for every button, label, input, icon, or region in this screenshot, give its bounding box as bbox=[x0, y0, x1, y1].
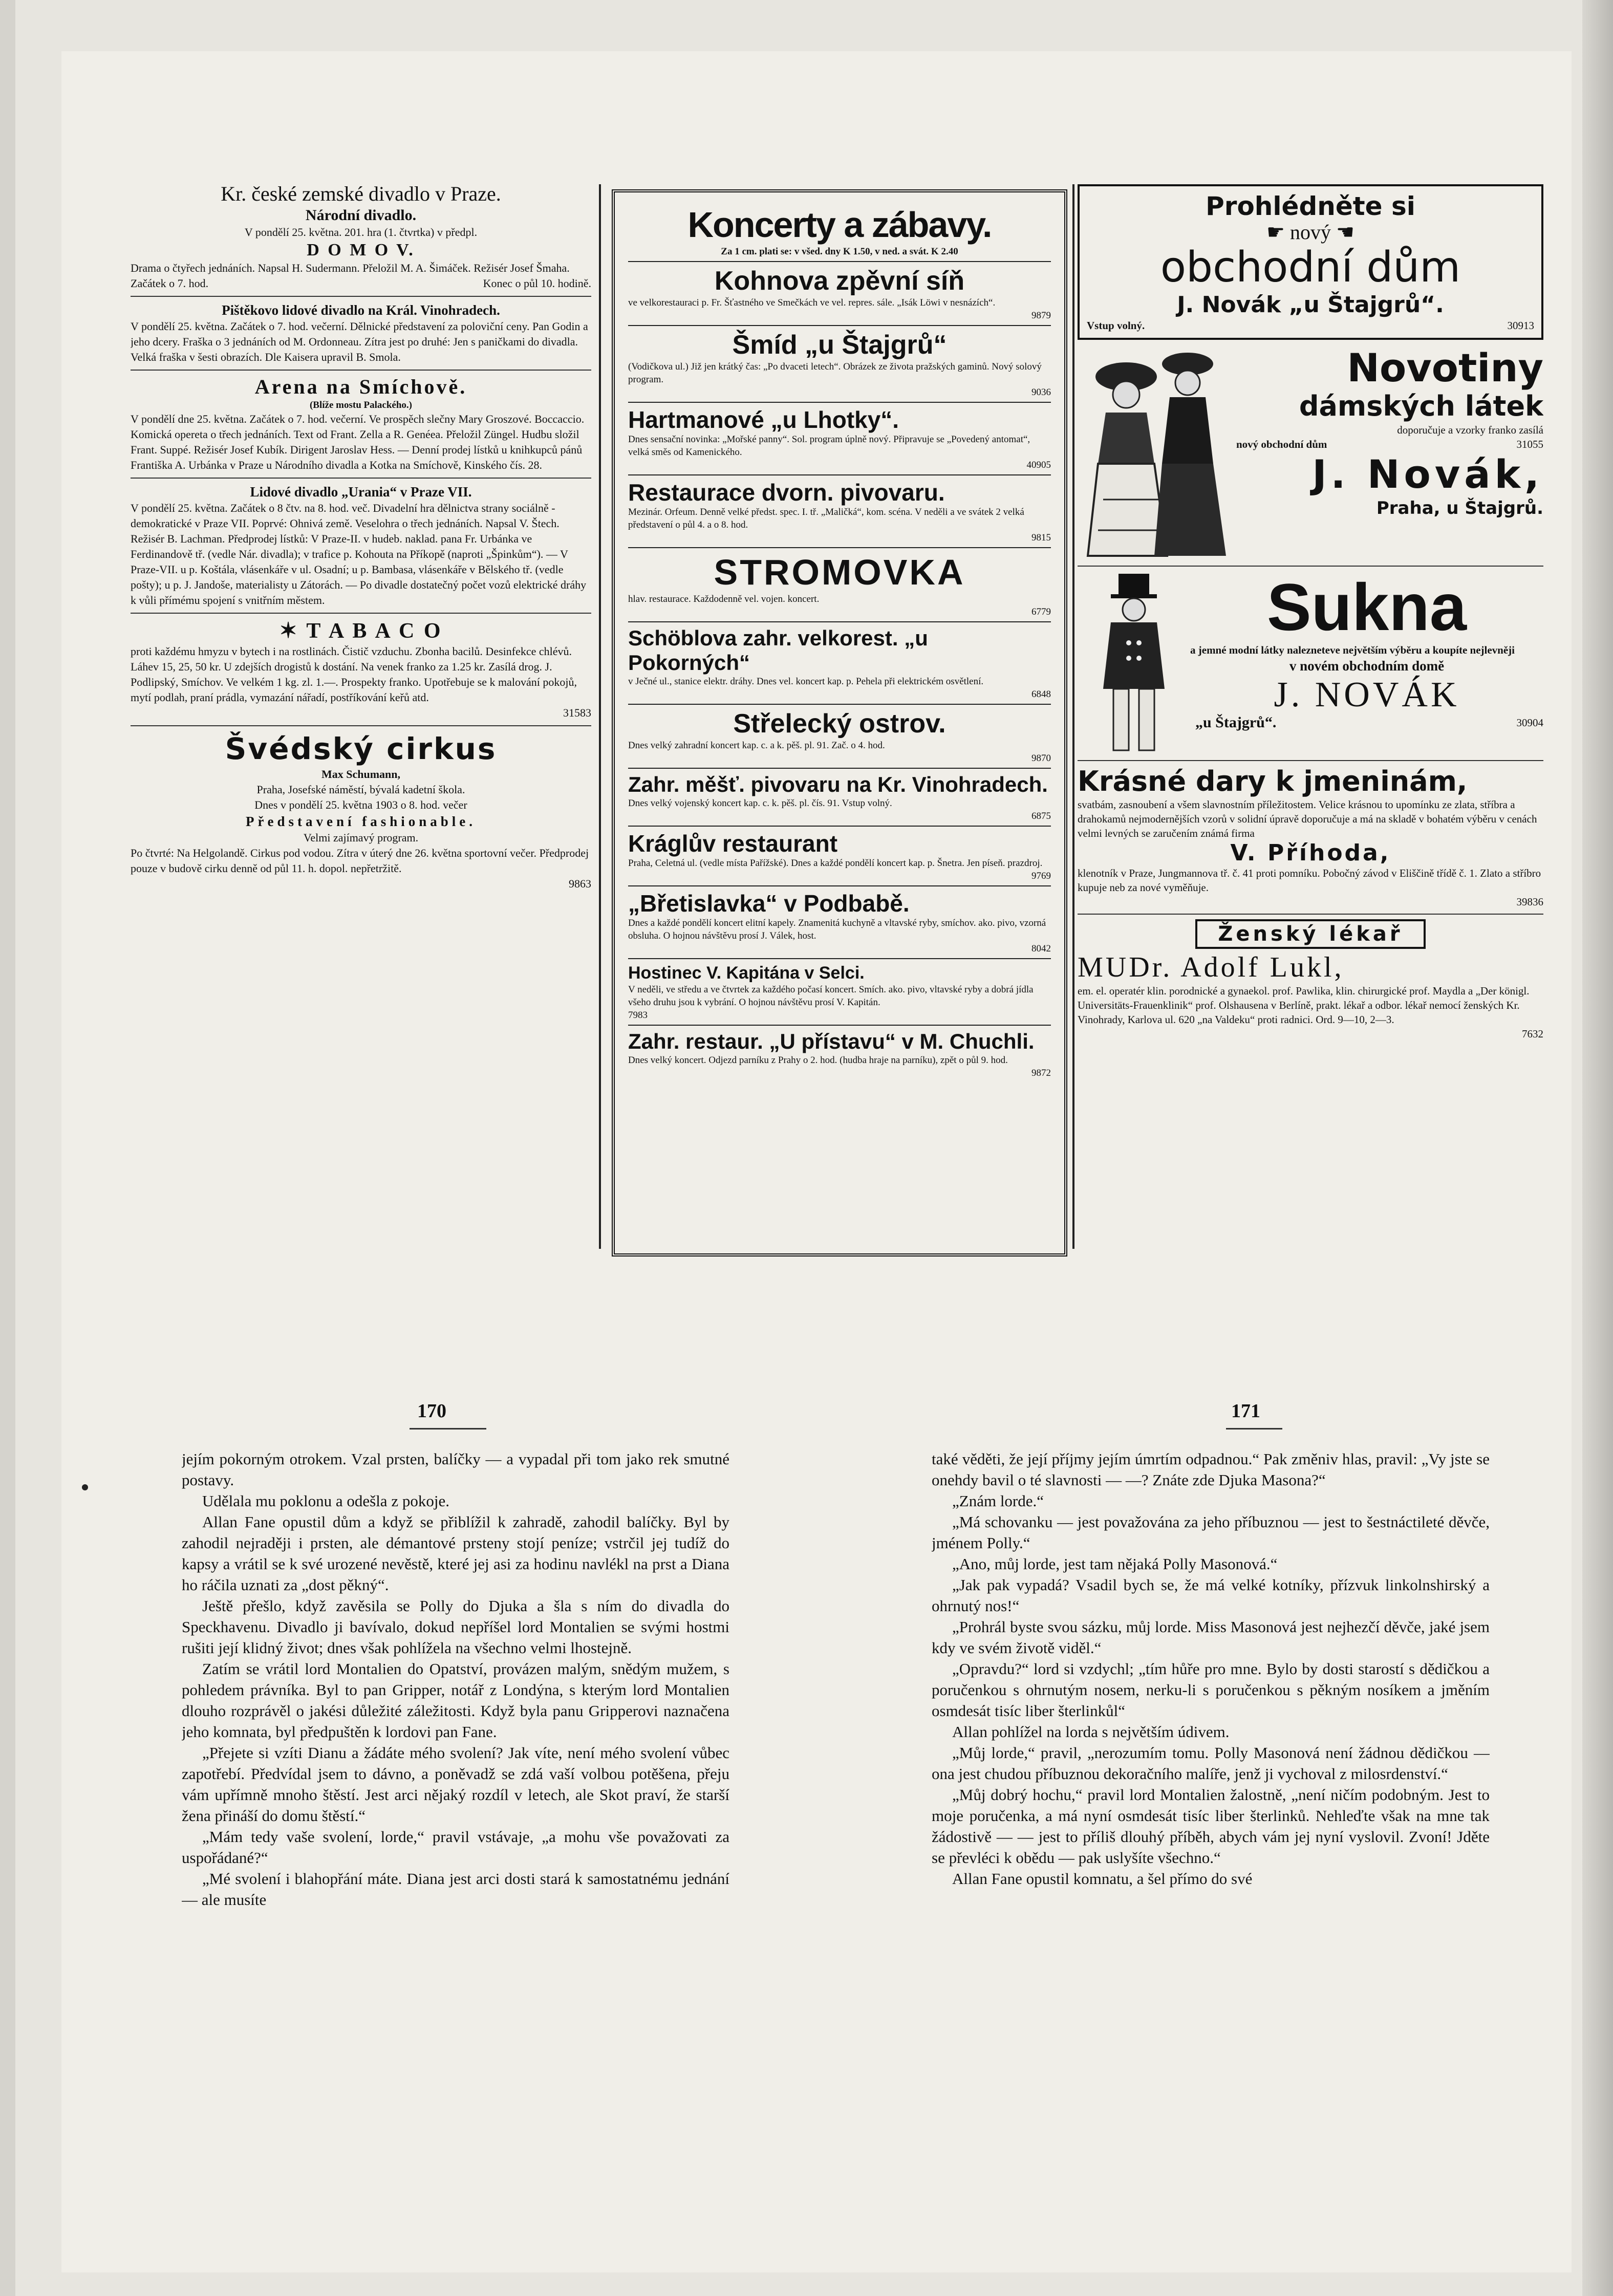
page-number-right: 171 bbox=[1231, 1400, 1260, 1422]
concert-ad-code: 9872 bbox=[1031, 1068, 1051, 1078]
concert-ad-body: hlav. restaurace. Každodenně vel. vojen. koncert. bbox=[628, 594, 820, 604]
tabaco-title-text: T A B A C O bbox=[306, 619, 443, 643]
novelty-ad bbox=[1078, 346, 1543, 561]
pistek-body: V pondělí 25. května. Začátek o 7. hod. večerní. Dělnické představení za poloviční ceny. Pan Godin a jeho dcery. Fraška o 3 jednáních od M. Ordonneau. Zítra jest po druhé: Jen s paničkami do divadla. Velká fraška v šesti obrazích. Dle Kaisera upravil B. Smola. bbox=[131, 320, 588, 363]
concert-ad-body: Mezinár. Orfeum. Denně velké předst. spec. I. tř. „Maličká“, kom. scéna. V neděli a ve svátek 2 velká představení o půl 4. a o 8. hod. bbox=[628, 507, 1024, 530]
concert-ad-title: Hartmanové „u Lhotky“. bbox=[628, 406, 899, 433]
page-number-left: 170 bbox=[417, 1400, 446, 1422]
concert-ad-title: Restaurace dvorn. pivovaru. bbox=[628, 479, 945, 506]
arena-title: Arena na Smíchově. bbox=[254, 375, 467, 398]
circus-code: 9863 bbox=[569, 877, 591, 890]
doctor-box-wrap bbox=[1078, 919, 1543, 949]
play-title: D O M O V. bbox=[307, 241, 415, 259]
gentleman-image bbox=[1078, 571, 1190, 755]
two-ladies-image bbox=[1078, 346, 1231, 561]
novelty-code: 31055 bbox=[1516, 438, 1543, 450]
concert-ad-code: 6848 bbox=[1031, 689, 1051, 700]
story-paragraph: Udělala mu poklonu a odešla z pokoje. bbox=[202, 1492, 449, 1510]
look-entry: Vstup volný. bbox=[1087, 319, 1145, 332]
story-paragraph: Ještě přešlo, když zavěsila se Polly do Djuka a šla s ním do divadla do Speckhavenu. Divadlo ji bavívalo, dokud nepříšel lord Montalien se svými hostmi rušiti její klidný život; dnes však pohlížela na všechno velmi lhostejně. bbox=[182, 1597, 729, 1657]
play-times bbox=[131, 276, 591, 291]
story-paragraph: „Můj lorde,“ pravil, „nerozumím tomu. Polly Masonová není žádnou dědičkou — ona jest chudou příbuznou dekoračního malíře, jenž ji vychoval z milosrdenství.“ bbox=[932, 1744, 1490, 1783]
divider bbox=[131, 725, 591, 726]
concert-ad-title: Střelecký ostrov. bbox=[733, 709, 946, 739]
concert-ad bbox=[628, 262, 1051, 326]
divider bbox=[131, 370, 591, 371]
concert-ad-body: v Ječné ul., stanice elektr. dráhy. Dnes vel. koncert kap. p. Pehela při elektrickém osvětlení. bbox=[628, 676, 984, 687]
story-paragraph: jejím pokorným otrokem. Vzal prsten, balíčky — a vypadal při tom jako rek smutné postavy. bbox=[182, 1450, 729, 1489]
concerts-column bbox=[612, 189, 1067, 1257]
pointing-hand-icon: ☛ bbox=[1266, 221, 1290, 244]
concert-ad bbox=[628, 326, 1051, 403]
concert-ad-body: ve velkorestauraci p. Fr. Šťastného ve Smečkách ve vel. repres. sále. „Isák Löwi v nesnázích“. bbox=[628, 297, 996, 308]
jeweller-ad bbox=[1078, 766, 1543, 909]
circus-date: Dnes v pondělí 25. května 1903 o 8. hod. večer bbox=[254, 798, 467, 811]
concert-ad-body: Dnes sensační novinka: „Mořské panny“. Sol. program úplně nový. Připravuje se „Povedený antomat“, velká směs od Kamenického. bbox=[628, 434, 1030, 458]
story-paragraph: „Opravdu?“ lord si vzdychl; „tím hůře pro mne. Bylo by dosti starostí s dědičkou a poručenkou s ohrnutým nosem, nerku-li s poručenkou s pěkným nosíkem a jměním osmdesát tisíc liber šterlinkůl“ bbox=[932, 1660, 1490, 1720]
concert-ad bbox=[628, 959, 1051, 1026]
novelty-body: doporučuje a vzorky franko zasílá bbox=[1397, 424, 1543, 436]
look-new-text: nový bbox=[1290, 221, 1331, 244]
story-paragraph: „Prohrál byste svou sázku, můj lorde. Miss Masonová jest nejhezčí děvče, jaké jsem kdy ve svém životě viděl.“ bbox=[932, 1618, 1490, 1657]
novelty-place: Praha, u Štajgrů. bbox=[1376, 498, 1543, 518]
doctor-ad bbox=[1078, 919, 1543, 1041]
concert-ad-code: 9815 bbox=[1031, 532, 1051, 543]
theatre-date: V pondělí 25. května. 201. hra (1. čtvrtka) v předpl. bbox=[244, 226, 478, 239]
cloth-place: „u Štajgrů“. bbox=[1195, 714, 1277, 731]
novelty-sub: dámských látek bbox=[1299, 390, 1543, 422]
story-paragraph: Allan Fane opustil komnatu, a šel přímo do své bbox=[952, 1870, 1253, 1888]
story-paragraph: Allan Fane opustil dům a když se přiblížil k zahradě, zahodil balíčky. Byl by zahodil nejraději i prsten, ale démantové prsteny stojí peníze; vstrčil jej tudíž do kapsy a vrátil se k své urozené nevěstě, které jej asi za hodinu navlékl na prst a Diana ho ráčila uznati za „dost pěkný“. bbox=[182, 1513, 729, 1594]
concert-ad-code: 9870 bbox=[1031, 753, 1051, 764]
concert-ad-code: 6779 bbox=[1031, 607, 1051, 617]
cloth-title: Sukna bbox=[1266, 571, 1467, 644]
story-paragraph: „Přejete si vzíti Dianu a žádáte mého svolení? Jak víte, není mého svolení vůbec zapotřebí. Předvídal jsem to dávno, a poněvadž se zdá vaší volbou potěšena, přeju vám upřímně mnoho štěstí. Jest arci nějaký rozdíl v letech, ale Skot praví, že starší žena přináší do domu štěstí.“ bbox=[182, 1744, 729, 1825]
doctor-name: MUDr. Adolf Lukl, bbox=[1078, 951, 1344, 983]
cloth-code: 30904 bbox=[1516, 717, 1543, 729]
look-new bbox=[1087, 221, 1534, 244]
novelty-name: J. Novák, bbox=[1312, 451, 1543, 497]
concert-ad bbox=[628, 886, 1051, 959]
concert-ad-title: Schöblova zahr. velkorest. „u Pokorných“ bbox=[628, 626, 928, 675]
look-owner: J. Novák „u Štajgrů“. bbox=[1177, 292, 1444, 318]
story-paragraph: Zatím se vrátil lord Montalien do Opatství, provázen malým, snědým mužem, s pohledem právníka. Byl to pan Gripper, notář z Londýna, s kterým lord Montalien dlouho rozprávěl o jakési důležité záležitosti. Když byla panu Gripperovi naznačena jeho komnata, byl předpuštěn k lordovi pan Fane. bbox=[182, 1660, 729, 1741]
pistek-title: Pištěkovo lidové divadlo na Král. Vinohradech. bbox=[222, 302, 500, 318]
story-paragraph: „Ano, můj lorde, jest tam nějaká Polly Masonová.“ bbox=[952, 1555, 1278, 1573]
cloth-footer bbox=[1195, 716, 1543, 730]
concert-ad-body: V neděli, ve středu a ve čtvrtek za každého počasí koncert. Smích. ako. pivo, vltavské ryby a dobrá jídla všeho druhu jsou k vybrání. O hojnou návštěvu prosí V. Kapitán. bbox=[628, 984, 1034, 1008]
divider bbox=[1078, 760, 1543, 761]
cloth-house: v novém obchodním domě bbox=[1289, 658, 1445, 674]
concerts-title: Koncerty a zábavy. bbox=[687, 205, 992, 245]
concerts-note: Za 1 cm. plati se: v všed. dny K 1.50, v ned. a svát. K 2.40 bbox=[721, 246, 958, 257]
look-title: Prohlédněte si bbox=[1206, 191, 1415, 221]
concert-ad-body: Dnes velký vojenský koncert kap. c. k. pěš. pl. čís. 91. Vstup volný. bbox=[628, 798, 892, 809]
arena-body: V pondělí dne 25. května. Začátek o 7. hod. večerní. Ve prospěch slečny Mary Groszové. Boccaccio. Komická opereta o třech jednáních. Text od Frant. Zella a R. Genéea. Přeložil Züngel. Hudbu složil Frant. Suppé. Režisér Josef Kubík. Dirigent Jaroslav Hess. — Denní prodej lístků u knihkupců pánů Františka A. Urbánka v Praze u Národního divadla a Kotka na Smíchově, Kinského čís. 28. bbox=[131, 413, 585, 471]
look-code: 30913 bbox=[1507, 319, 1534, 332]
story-paragraph: „Má schovanku — jest považována za jeho příbuznou — jest to šestnáctileté děvče, jménem Polly.“ bbox=[932, 1513, 1490, 1552]
tabaco-title bbox=[131, 618, 591, 644]
circus-program: Velmi zajímavý program. bbox=[303, 831, 419, 844]
look-house: obchodní dům bbox=[1160, 243, 1461, 292]
concert-ad-code: 9036 bbox=[1031, 387, 1051, 398]
divider bbox=[1078, 914, 1543, 915]
column-rule bbox=[1072, 184, 1074, 1249]
divider bbox=[131, 296, 591, 297]
story-paragraph: „Jak pak vypadá? Vsadil bych se, že má velké kotníky, přízvuk linkolnshirský a ohrnutý nos!“ bbox=[932, 1576, 1490, 1615]
circus-owner: Max Schumann, bbox=[321, 768, 401, 781]
story-paragraph: Allan pohlížel na lorda s největším údivem. bbox=[952, 1723, 1230, 1741]
doctor-code: 7632 bbox=[1522, 1028, 1543, 1040]
page-number-rule bbox=[1226, 1428, 1282, 1429]
cloth-ad bbox=[1078, 571, 1543, 755]
jeweller-name: V. Příhoda, bbox=[1230, 840, 1391, 866]
concert-ad-body: Dnes velký koncert. Odjezd parníku z Prahy o 2. hod. (hudba hraje na parníku), zpět o půl 9. hod. bbox=[628, 1055, 1008, 1066]
story-left-column bbox=[182, 1448, 729, 2216]
look-ad bbox=[1078, 184, 1543, 340]
play-end: Konec o půl 10. hodině. bbox=[483, 277, 591, 290]
tabaco-body: proti každému hmyzu v bytech i na rostlinách. Čistič vzduchu. Zbonha bacilů. Desinfekce chlévů. Láhev 15, 25, 50 kr. U zdejších drogistů k dostání. Na venek franko za 1.25 kr. Zasílá drog. J. Podlipský, Smíchov. Ve velkém 1 kg. zl. 1.—. Prospekty franko. Upotřebuje se k malování pokojů, mytí podlah, praní prádla, vymazání nářadí, postříkování keřů atd. bbox=[131, 645, 577, 704]
novelty-house: nový obchodní dům bbox=[1236, 438, 1327, 450]
story-paragraph: „Můj dobrý hochu,“ pravil lord Montalien žalostně, „není ničím podobným. Jest to moje poručenka, a má nyní osmdesát tisíc liber šterlinků. Nehleďte však na mne tak žádostivě — — jest to příliš dlouhý příběh, abych vám jej nyní vyslovil. Zvoní! Jděte se převléci k obědu — pak uslyšíte všechno.“ bbox=[932, 1786, 1490, 1867]
insect-icon: ✶ bbox=[279, 619, 307, 643]
concert-ad bbox=[628, 548, 1051, 622]
scan-edge-right bbox=[1582, 0, 1613, 2296]
concert-ad-title: Zahr. měšť. pivovaru na Kr. Vinohradech. bbox=[628, 772, 1048, 796]
jeweller-body2: klenotník v Praze, Jungmannova tř. č. 41 proti pomníku. Pobočný závod v Eliščině třídě č. 1. Zlato a stříbro kupuje neb za nové vyměňuje. bbox=[1078, 867, 1541, 894]
theatre-subtitle: Národní divadlo. bbox=[305, 207, 417, 224]
urania-body: V pondělí 25. května. Začátek o 8 čtv. na 8. hod. več. Divadelní hra dělnictva strany sociálně - demokratické v Praze VII. Poprvé: Ohnivá země. Veselohra o třech jednáních. Napsal V. Štech. Režisér B. Lachman. Předprodej lístků: V Praze-II. v hudeb. naklad. pana Fr. Urbánka ve Ferdinandově tř. (vedle Nár. divadla); v trafice p. Kohouta na Příkopě (naproti „Špinkům“). — V Praze-VII. u p. Koštála, vlásenkáře v ul. Osadní; u p. Bambasa, vlásenkáře v Bělského tř. (vedle pošty); u p. J. Jandoše, materialisty u Zátorách. — Po divadle dostatečný počet vozů elektrické dráhy k vůli přímému spojení s vnitřním městem. bbox=[131, 502, 587, 607]
concert-ad-code: 40905 bbox=[1026, 460, 1051, 470]
arena-sub: (Blíže mostu Palackého.) bbox=[309, 400, 412, 410]
cloth-body: a jemné modní látky nalezneteve největším výběru a koupíte nejlevněji bbox=[1190, 644, 1515, 656]
concert-ad bbox=[628, 705, 1051, 769]
page-number-rule bbox=[410, 1428, 486, 1429]
novelty-title: Novotiny bbox=[1347, 346, 1543, 391]
concert-ad-body: Praha, Celetná ul. (vedle místa Pařížské). Dnes a každé pondělí koncert kap. p. Šnetra. Jen píseň. prazdroj. bbox=[628, 858, 1043, 869]
circus-body: Po čtvrté: Na Helgolandě. Cirkus pod vodou. Zítra v úterý dne 26. května sportovní večer. Předprodej pouze v budově cirku denně od půl 11. h. dopol. nepřetržitě. bbox=[131, 847, 589, 875]
circus-show: Představení fashionable. bbox=[245, 814, 476, 829]
concert-ad bbox=[628, 1026, 1051, 1082]
divider bbox=[131, 613, 591, 614]
story-right-column bbox=[932, 1448, 1490, 2216]
concert-ad bbox=[628, 622, 1051, 705]
concert-ad-code: 7983 bbox=[628, 1010, 648, 1021]
jeweller-title: Krásné dary k jmeninám, bbox=[1078, 765, 1468, 797]
jeweller-body: svatbám, zasnoubení a všem slavnostním příležitostem. Velice krásnou to upomínku ze zlata, stříbra a drahokamů nejmodernějších vzorů v solidní úpravě doporučuje a má na skladě v bohatém výběru v cenách velmi levných se zaručením známá firma bbox=[1078, 798, 1537, 839]
concert-ad-title: Šmíd „u Štajgrů“ bbox=[732, 330, 947, 360]
concert-ad-title: „Břetislavka“ v Podbabě. bbox=[628, 890, 910, 917]
concert-ad bbox=[628, 827, 1051, 886]
concert-ad-code: 9879 bbox=[1031, 310, 1051, 321]
concert-ad bbox=[628, 475, 1051, 548]
theatre-column bbox=[131, 182, 591, 1257]
concerts-header bbox=[628, 201, 1051, 262]
cloth-name: J. NOVÁK bbox=[1274, 675, 1460, 714]
divider bbox=[1078, 566, 1543, 567]
doctor-body: em. el. operatér klin. porodnické a gynaekol. prof. Pawlika, klin. chirurgické prof. Maydla a „Der königl. Universitäts-Frauenklinik“ prof. Olshausena v Berlíně, prakt. lékař a odbor. lékař nemocí ženských Kr. Vinohrady, Karlova ul. 620 „na Valdeku“ proti radnici. Ord. 9—10, 2—3. bbox=[1078, 985, 1530, 1026]
novak-column bbox=[1078, 184, 1543, 1257]
story-paragraph: „Znám lorde.“ bbox=[952, 1492, 1044, 1510]
jeweller-code: 39836 bbox=[1516, 896, 1543, 908]
tabaco-code: 31583 bbox=[563, 706, 591, 719]
urania-title: Lidové divadlo „Urania“ v Praze VII. bbox=[250, 484, 472, 500]
circus-place: Praha, Josefské náměstí, bývalá kadetní škola. bbox=[256, 783, 465, 796]
concert-ad-title: Zahr. restaur. „U přístavu“ v M. Chuchli. bbox=[628, 1029, 1035, 1053]
scan-edge-left bbox=[0, 0, 15, 2296]
play-start: Začátek o 7. hod. bbox=[131, 277, 209, 290]
concert-ad-body: (Vodičkova ul.) Již jen krátký čas: „Po dvaceti letech“. Obrázek ze života pražských gaminů. Nový solový program. bbox=[628, 361, 1042, 385]
concert-ad-code: 6875 bbox=[1031, 811, 1051, 821]
divider bbox=[131, 478, 591, 479]
theatre-title: Kr. české zemské divadlo v Praze. bbox=[221, 182, 501, 205]
pointing-hand-icon: ☚ bbox=[1331, 221, 1354, 244]
concert-ad-title: STROMOVKA bbox=[714, 552, 965, 592]
play-desc: Drama o čtyřech jednáních. Napsal H. Sudermann. Přeložil M. A. Šimáček. Režisér Josef Šmaha. bbox=[131, 262, 570, 274]
novelty-house-line bbox=[1236, 437, 1543, 451]
concert-ad bbox=[628, 403, 1051, 475]
look-footer bbox=[1087, 318, 1534, 333]
concert-ad-code: 8042 bbox=[1031, 943, 1051, 954]
story-paragraph: „Mám tedy vaše svolení, lorde,“ pravil vstávaje, „a mohu vše považovati za uspořádané?“ bbox=[182, 1828, 729, 1867]
circus-title: Švédský cirkus bbox=[225, 731, 497, 766]
gentleman-illustration bbox=[1078, 571, 1190, 755]
ladies-illustration bbox=[1078, 346, 1231, 561]
column-rule bbox=[599, 184, 601, 1249]
concert-ad-body: Dnes velký zahradní koncert kap. c. a k. pěš. pl. 91. Zač. o 4. hod. bbox=[628, 740, 885, 751]
story-paragraph: také věděti, že její příjmy jejím úmrtím odpadnou.“ Pak změniv hlas, pravil: „Vy jste se onehdy bavil o té slavnosti — —? Znáte zde Djuka Masona?“ bbox=[932, 1450, 1490, 1489]
margin-dot bbox=[82, 1484, 88, 1490]
concert-ad-body: Dnes a každé pondělí koncert elitní kapely. Znamenitá kuchyně a vltavské ryby, smíchov. ako. pivo, vzorná obsluha. O hojnou návštěvu prosí J. Válek, host. bbox=[628, 918, 1046, 941]
concert-ad-title: Kohnova zpěvní síň bbox=[714, 266, 965, 296]
doctor-box: Ženský lékař bbox=[1195, 919, 1425, 949]
concert-ad-code: 9769 bbox=[1031, 871, 1051, 881]
concert-ad-title: Kráglův restaurant bbox=[628, 830, 838, 857]
story-paragraph: „Mé svolení i blahopřání máte. Diana jest arci dosti stará k samostatnému jednání — ale musíte bbox=[182, 1870, 729, 1909]
concert-ad bbox=[628, 769, 1051, 827]
concert-ad-title: Hostinec V. Kapitána v Selci. bbox=[628, 963, 865, 983]
